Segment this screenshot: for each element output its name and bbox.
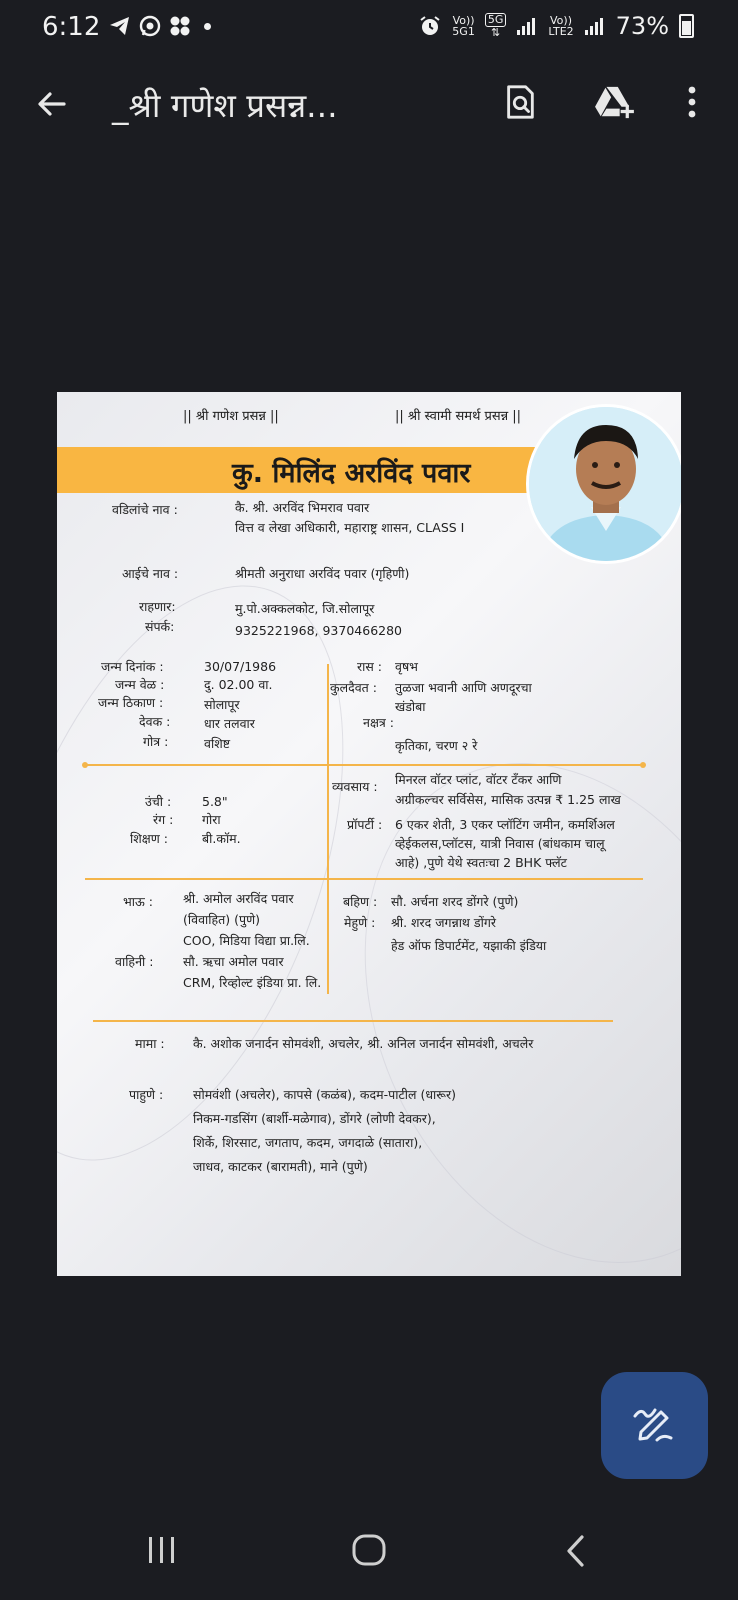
relatives-line-3: शिर्के, शिरसाट, जगताप, कदम, जगदाळे (सातारा), bbox=[193, 1135, 423, 1150]
brother-occupation: COO, मिडिया विद्या प्रा.लि. bbox=[183, 933, 310, 948]
sim2-network: Vo)) LTE2 bbox=[548, 14, 574, 38]
app-cluster-icon bbox=[168, 14, 192, 38]
residence-label: राहणार: bbox=[139, 599, 176, 614]
nakshatra-label: नक्षत्र : bbox=[363, 715, 394, 730]
father-occupation: वित्त व लेखा अधिकारी, महाराष्ट्र शासन, CLASS I bbox=[235, 520, 465, 535]
status-time: 6:12 bbox=[42, 12, 101, 42]
alarm-icon bbox=[418, 14, 442, 38]
relatives-label: पाहुणे : bbox=[129, 1087, 164, 1102]
name-banner bbox=[57, 447, 597, 493]
sister-in-law-label: वाहिनी : bbox=[115, 954, 154, 969]
relatives-line-4: जाधव, काटकर (बारामती), माने (पुणे) bbox=[193, 1159, 368, 1174]
dob-value: 30/07/1986 bbox=[204, 659, 277, 674]
divider-dot bbox=[82, 762, 88, 768]
complexion-value: गोरा bbox=[202, 812, 221, 827]
business-value-1: मिनरल वॉटर प्लांट, वॉटर टँकर आणि bbox=[395, 772, 562, 787]
tob-value: दु. 02.00 वा. bbox=[204, 677, 273, 692]
notification-icons bbox=[108, 14, 211, 38]
property-value-3: आहे) ,पुणे येथे स्वतःचा 2 BHK फ्लॅट bbox=[395, 855, 567, 870]
back-icon[interactable] bbox=[564, 1534, 586, 1568]
rashi-value: वृषभ bbox=[395, 659, 418, 674]
sim1-network: Vo)) 5G1 bbox=[452, 14, 475, 38]
divider-3 bbox=[93, 1020, 613, 1022]
gotra-label: गोत्र : bbox=[143, 734, 169, 749]
tob-label: जन्म वेळ : bbox=[115, 677, 165, 692]
business-label: व्यवसाय : bbox=[332, 779, 378, 794]
more-vert-icon[interactable] bbox=[682, 84, 702, 120]
whatsapp-icon bbox=[138, 14, 162, 38]
brother-in-law-label: मेहुणे : bbox=[344, 915, 376, 930]
property-value-2: व्हेईकलस,प्लॉटस, यात्री निवास (बांधकाम चालू bbox=[395, 836, 605, 851]
education-value: बी.कॉम. bbox=[202, 831, 241, 846]
kuldaivat-label: कुलदैवत : bbox=[330, 680, 377, 695]
business-value-2: अग्रीकल्चर सर्विसेस, मासिक उत्पन्न ₹ 1.25 लाख bbox=[395, 792, 621, 807]
contact-label: संपर्क: bbox=[145, 619, 175, 634]
vertical-divider bbox=[327, 664, 329, 994]
nakshatra-value: कृतिका, चरण २ रे bbox=[395, 738, 478, 753]
divider-1 bbox=[85, 764, 643, 766]
mama-label: मामा : bbox=[135, 1036, 165, 1051]
residence-value: मु.पो.अक्कलकोट, जि.सोलापूर bbox=[235, 601, 375, 616]
mother-name: श्रीमती अनुराधा अरविंद पवार (गृहिणी) bbox=[235, 566, 410, 581]
height-label: उंची : bbox=[145, 794, 172, 809]
kuldaivat-value-2: खंडोबा bbox=[395, 699, 426, 714]
signal-icon bbox=[516, 16, 538, 36]
header-right-invocation: || श्री स्वामी समर्थ प्रसन्न || bbox=[395, 409, 522, 424]
recents-icon[interactable] bbox=[146, 1534, 178, 1566]
relatives-line-1: सोमवंशी (अचलेर), कापसे (कळंब), कदम-पाटील (धारूर) bbox=[193, 1087, 456, 1102]
mama-value: कै. अशोक जनार्दन सोमवंशी, अचलेर, श्री. अनिल जनार्दन सोमवंशी, अचलेर bbox=[193, 1036, 534, 1051]
complexion-label: रंग : bbox=[153, 812, 174, 827]
pob-label: जन्म ठिकाण : bbox=[98, 695, 164, 710]
back-arrow-icon[interactable] bbox=[34, 86, 70, 122]
dob-label: जन्म दिनांक : bbox=[101, 659, 164, 674]
pob-value: सोलापूर bbox=[204, 697, 240, 712]
status-bar bbox=[0, 0, 738, 60]
document-page[interactable] bbox=[57, 392, 681, 1276]
edit-annotate-icon bbox=[631, 1402, 677, 1448]
document-title: _श्री गणेश प्रसन्न... bbox=[112, 86, 338, 125]
system-nav-bar bbox=[0, 1520, 738, 1600]
annotate-fab[interactable] bbox=[601, 1372, 708, 1479]
brother-in-law-name: श्री. शरद जगन्नाथ डोंगरे bbox=[391, 915, 496, 930]
brother-name: श्री. अमोल अरविंद पवार bbox=[183, 891, 294, 906]
battery-percent: 73% bbox=[615, 12, 669, 40]
brother-in-law-occupation: हेड ऑफ डिपार्टमेंट, यझाकी इंडिया bbox=[391, 938, 547, 953]
brother-label: भाऊ : bbox=[123, 894, 154, 909]
portrait-image bbox=[529, 407, 681, 561]
mother-label: आईचे नाव : bbox=[122, 566, 179, 581]
telegram-icon bbox=[108, 15, 132, 37]
property-value-1: 6 एकर शेती, 3 एकर प्लॉटिंग जमीन, कमर्शिअल bbox=[395, 817, 615, 832]
sister-in-law-occupation: CRM, रिव्होल्ट इंडिया प्रा. लि. bbox=[183, 975, 322, 990]
education-label: शिक्षण : bbox=[130, 831, 168, 846]
profile-photo bbox=[526, 404, 681, 564]
header-left-invocation: || श्री गणेश प्रसन्न || bbox=[183, 409, 279, 424]
relatives-line-2: निकम-गडसिंग (बार्शी-मळेगाव), डोंगरे (लोणी देवकर), bbox=[193, 1111, 436, 1126]
devak-label: देवक : bbox=[139, 714, 171, 729]
app-bar bbox=[0, 70, 738, 140]
drive-add-icon[interactable] bbox=[592, 84, 636, 120]
5g-badge: 5G ⇅ bbox=[485, 13, 507, 39]
brother-status: (विवाहित) (पुणे) bbox=[183, 912, 260, 927]
signal-icon-2 bbox=[584, 16, 606, 36]
father-label: वडिलांचे नाव : bbox=[112, 502, 178, 517]
kuldaivat-value-1: तुळजा भवानी आणि अणदूरचा bbox=[395, 680, 532, 695]
search-document-icon[interactable] bbox=[502, 84, 538, 120]
divider-2 bbox=[85, 878, 643, 880]
gotra-value: वशिष्ट bbox=[204, 736, 230, 751]
candidate-name: कु. मिलिंद अरविंद पवार bbox=[232, 458, 471, 489]
father-name: कै. श्री. अरविंद भिमराव पवार bbox=[235, 500, 370, 515]
rashi-label: रास : bbox=[357, 659, 382, 674]
devak-value: धार तलवार bbox=[204, 716, 255, 731]
more-notifications-dot bbox=[204, 23, 211, 30]
property-label: प्रॉपर्टी : bbox=[347, 817, 383, 832]
divider-dot bbox=[640, 762, 646, 768]
sister-label: बहिण : bbox=[343, 894, 378, 909]
height-value: 5.8" bbox=[202, 794, 228, 809]
system-icons bbox=[418, 12, 694, 40]
contact-value: 9325221968, 9370466280 bbox=[235, 623, 403, 638]
battery-icon bbox=[679, 14, 694, 38]
home-icon[interactable] bbox=[352, 1534, 386, 1566]
sister-name: सौ. अर्चना शरद डोंगरे (पुणे) bbox=[391, 894, 519, 909]
sister-in-law-name: सौ. ऋचा अमोल पवार bbox=[183, 954, 284, 969]
